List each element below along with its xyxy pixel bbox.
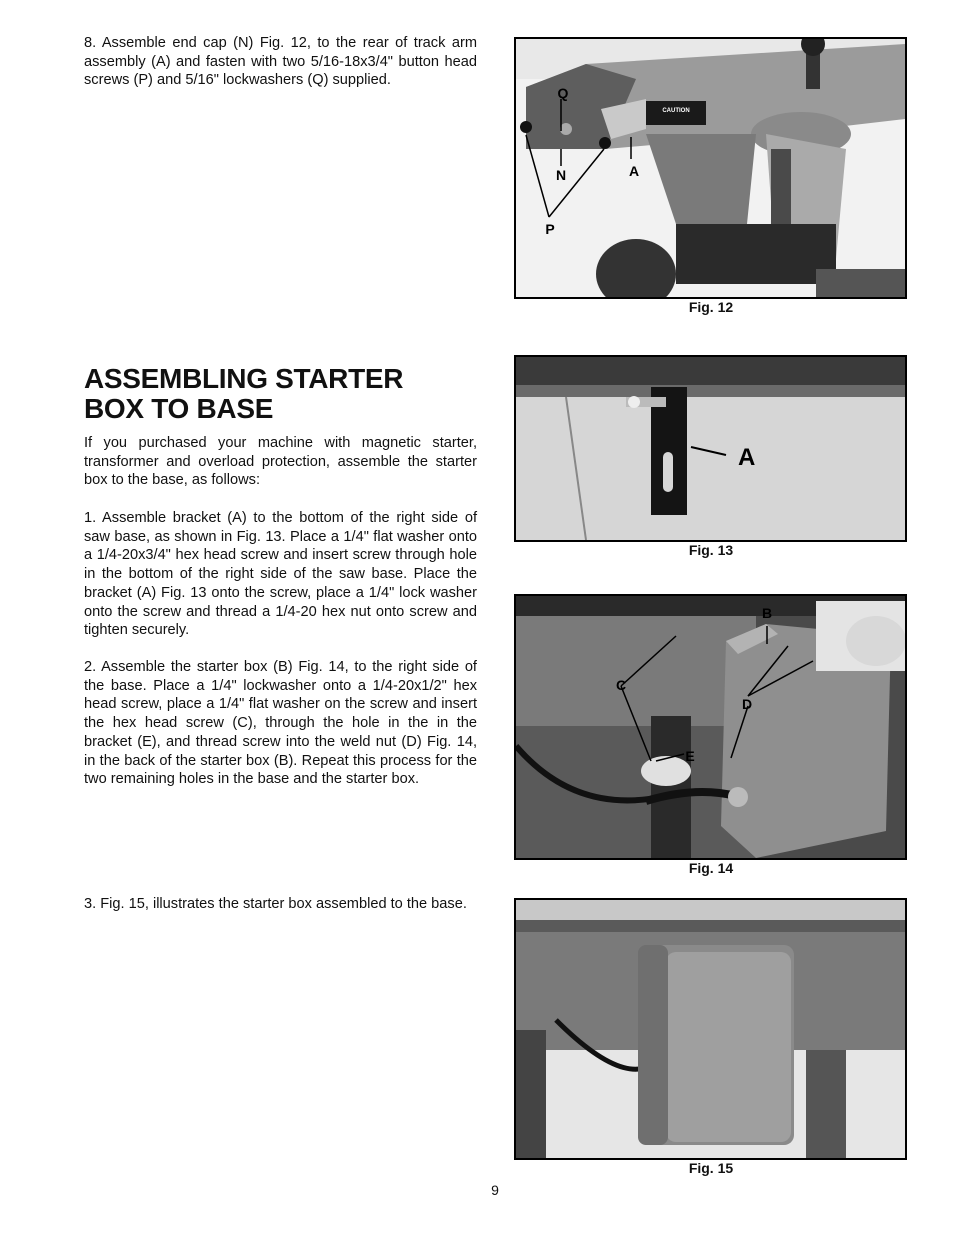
figure-14-image bbox=[514, 594, 907, 860]
step-1-text: 1. Assemble bracket (A) to the bottom of the right side of saw base, as shown in Fig. 13. Place a 1/4" flat washer onto a 1/4-20x3/4" hex head screw and insert screw through hole in the bottom of the right side of the saw base. Place the bracket (A) Fig. 13 onto the screw, place a 1/4" lock washer onto the screw and thread a 1/4-20 hex nut onto screw and tighten securely. bbox=[84, 510, 477, 639]
intro-text: If you purchased your machine with magnetic starter, transformer and overload protection, assemble the starter box to the base, as follows: bbox=[84, 435, 477, 489]
figure-13-caption: Fig. 13 bbox=[688, 542, 734, 558]
heading-line-1: ASSEMBLING STARTER bbox=[84, 363, 404, 394]
fig12-label-a: A bbox=[628, 163, 640, 179]
heading-line-2: BOX TO BASE bbox=[84, 393, 274, 424]
step-8-text: 8. Assemble end cap (N) Fig. 12, to the rear of track arm assembly (A) and fasten with two 5/16-18x3/4" button head screws (P) and 5/16" lockwashers (Q) supplied. bbox=[84, 35, 477, 89]
fig14-label-d: D bbox=[741, 696, 753, 712]
fig12-label-n: N bbox=[555, 167, 567, 183]
fig12-label-q: Q bbox=[557, 85, 569, 101]
figure-13-image bbox=[514, 355, 907, 542]
figure-14-caption: Fig. 14 bbox=[688, 860, 734, 876]
fig13-label-a: A bbox=[738, 444, 756, 471]
fig14-label-e: E bbox=[685, 748, 695, 764]
section-heading bbox=[84, 364, 484, 424]
step-3-text: 3. Fig. 15, illustrates the starter box assembled to the base. bbox=[84, 896, 467, 912]
figure-12-caption: Fig. 12 bbox=[688, 299, 734, 315]
figure-15-caption: Fig. 15 bbox=[688, 1160, 734, 1176]
figure-15-image bbox=[514, 898, 907, 1160]
fig12-label-p: P bbox=[545, 221, 555, 237]
page-number: 9 bbox=[491, 1182, 499, 1198]
fig14-label-b: B bbox=[761, 605, 773, 621]
step-2-text: 2. Assemble the starter box (B) Fig. 14, to the right side of the base. Place a 1/4" lockwasher onto a 1/4-20x1/2" hex head screw, place a 1/4" flat washer on the screw and insert the hex head screw (C), through the hole in the in the bracket (E), and thread screw into the weld nut (D) Fig. 14, in the back of the starter box (B). Repeat this process for the two remaining holes in the base and the starter box. bbox=[84, 659, 477, 788]
figure-12-image bbox=[514, 37, 907, 299]
caution-plate-text: CAUTION bbox=[662, 108, 690, 114]
fig14-label-c: C bbox=[615, 677, 627, 693]
